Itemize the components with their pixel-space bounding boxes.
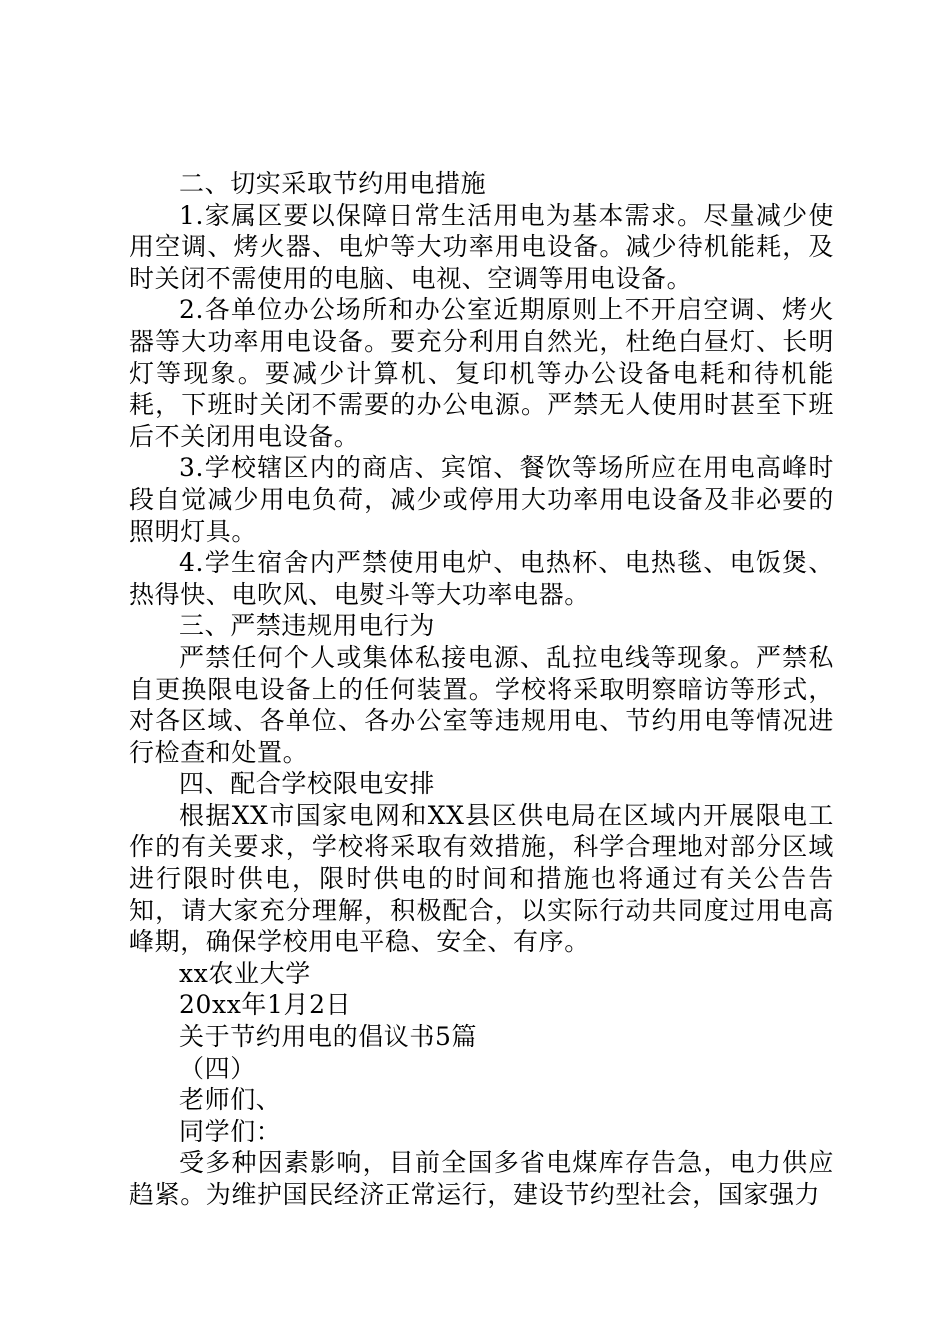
paragraph-item-2: 2.各单位办公场所和办公室近期原则上不开启空调、烤火器等大功率用电设备。要充分利用自然光，杜绝白昼灯、长明灯等现象。要减少计算机、复印机等办公设备电耗和待机能耗，下班时关闭不需要的办公电源。严禁无人使用时甚至下班后不关闭用电设备。 xyxy=(129,295,834,451)
section-heading-4: 四、配合学校限电安排 xyxy=(179,769,436,799)
section-heading-2: 二、切实采取节约用电措施 xyxy=(179,169,487,198)
paragraph-cooperation: 根据XX市国家电网和XX县区供电局在区域内开展限电工作的有关要求，学校将采取有效措施，科学合理地对部分区域进行限时供电，限时供电的时间和措施也将通过有关公告告知，请大家充分理解，积极配合，以实际行动共同度过用电高峰期，确保学校用电平稳、安全、有序。 xyxy=(129,800,834,957)
paragraph-prohibition: 严禁任何个人或集体私接电源、乱拉电线等现象。严禁私自更换限电设备上的任何装置。学校将采取明察暗访等形式，对各区域、各单位、各办公室等违规用电、节约用电等情况进行检查和处置。 xyxy=(129,642,834,767)
paragraph-item-3: 3.学校辖区内的商店、宾馆、餐饮等场所应在用电高峰时段自觉减少用电负荷，减少或停用大功率用电设备及非必要的照明灯具。 xyxy=(129,453,834,546)
paragraph-item-1: 1.家属区要以保障日常生活用电为基本需求。尽量减少使用空调、烤火器、电炉等大功率用电设备。减少待机能耗，及时关闭不需使用的电脑、电视、空调等用电设备。 xyxy=(129,200,834,293)
section-heading-3: 三、严禁违规用电行为 xyxy=(179,611,436,641)
next-document-title: 关于节约用电的倡议书5篇 xyxy=(179,1022,478,1052)
salutation-teachers: 老师们、 xyxy=(179,1085,282,1115)
document-body xyxy=(129,168,834,1211)
salutation-students: 同学们： xyxy=(179,1116,282,1146)
paragraph-intro: 受多种因素影响，目前全国多省电煤库存告急，电力供应趋紧。为维护国民经济正常运行，建设节约型社会，国家强力 xyxy=(129,1148,834,1209)
signature-organization: xx农业大学 xyxy=(179,958,311,988)
next-document-number: （四） xyxy=(179,1053,256,1083)
paragraph-item-4: 4.学生宿舍内严禁使用电炉、电热杯、电热毯、电饭煲、热得快、电吹风、电熨斗等大功率电器。 xyxy=(129,548,834,609)
signature-date: 20xx年1月2日 xyxy=(179,990,352,1020)
